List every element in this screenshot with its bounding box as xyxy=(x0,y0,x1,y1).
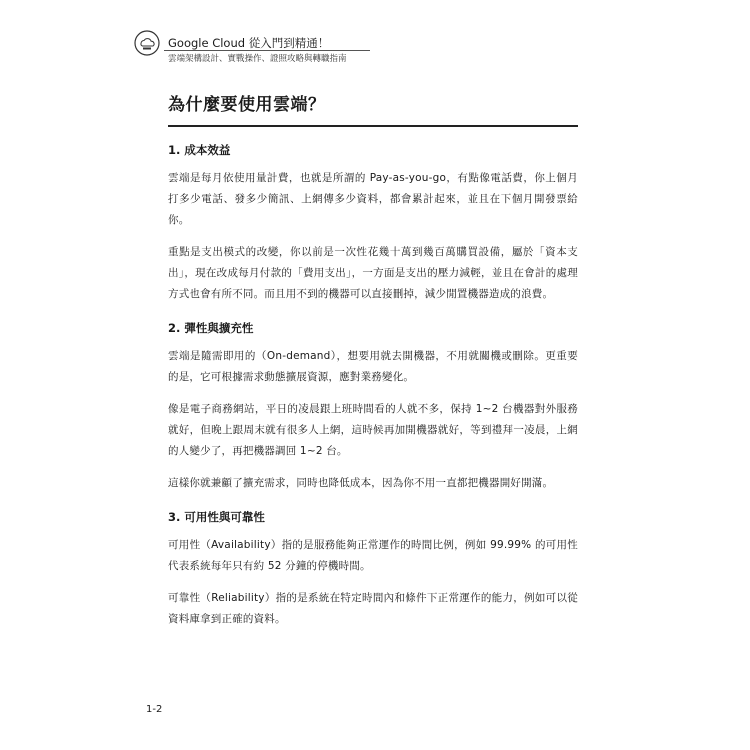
header-rule xyxy=(164,50,370,51)
subsection-cost xyxy=(168,143,578,305)
section-title: 為什麼要使用雲端？ xyxy=(168,95,326,115)
subsection-elasticity xyxy=(168,321,578,494)
running-header xyxy=(134,30,370,70)
paragraph: 可靠性（Reliability）指的是系統在特定時間內和條件下正常運作的能力，例如可以從資料庫拿到正確的資料。 xyxy=(168,592,578,625)
paragraph: 可用性（Availability）指的是服務能夠正常運作的時間比例，例如 99.99% 的可用性代表系統每年只有約 52 分鐘的停機時間。 xyxy=(168,539,578,572)
subsection-heading: 1. 成本效益 xyxy=(168,143,231,157)
subsection-availability xyxy=(168,510,578,630)
cloud-monitor-icon xyxy=(134,30,160,56)
title-underline xyxy=(168,125,578,127)
book-title: Google Cloud 從入門到精通！ xyxy=(168,36,330,50)
page-number: 1-2 xyxy=(146,704,163,715)
subsection-heading: 2. 彈性與擴充性 xyxy=(168,321,254,335)
book-subtitle: 雲端架構設計、實戰操作、證照攻略與轉職指南 xyxy=(168,54,347,64)
main-content xyxy=(168,88,578,641)
paragraph: 這樣你就兼顧了擴充需求，同時也降低成本，因為你不用一直都把機器開好開滿。 xyxy=(168,477,554,489)
paragraph: 雲端是每月依使用量計費，也就是所謂的 Pay-as-you-go，有點像電話費，你上個月打多少電話、發多少簡訊、上網傳多少資料，都會累計起來，並且在下個月開發票給你。 xyxy=(168,172,578,226)
paragraph: 像是電子商務網站，平日的凌晨跟上班時間看的人就不多，保持 1~2 台機器對外服務就好，但晚上跟周末就有很多人上網，這時候再加開機器就好，等到禮拜一凌晨，上網的人變少了，再把機器調回 1~2 台。 xyxy=(168,403,578,457)
paragraph: 雲端是隨需即用的（On-demand），想要用就去開機器，不用就關機或刪除。更重要的是，它可根據需求動態擴展資源，應對業務變化。 xyxy=(168,350,578,383)
subsection-heading: 3. 可用性與可靠性 xyxy=(168,510,265,524)
paragraph: 重點是支出模式的改變，你以前是一次性花幾十萬到幾百萬購買設備，屬於「資本支出」，現在改成每月付款的「費用支出」，一方面是支出的壓力減輕，並且在會計的處理方式也會有所不同。而且用不到的機器可以直接刪掉，減少閒置機器造成的浪費。 xyxy=(168,246,578,300)
